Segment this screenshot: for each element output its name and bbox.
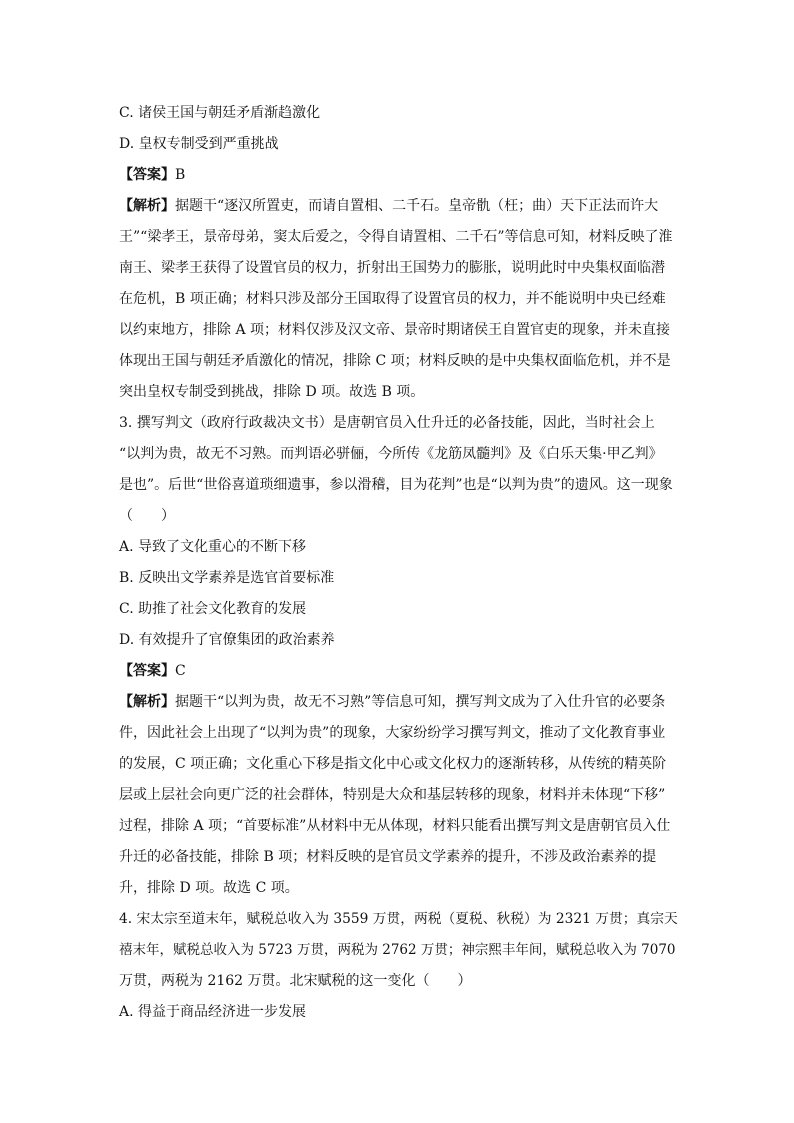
stem-line: （ ） bbox=[119, 508, 175, 524]
analysis-line: 王”“梁孝王，景帝母弟，窦太后爱之，令得自请置相、二千石”等信息可知，材料反映了淮 bbox=[119, 229, 673, 245]
analysis-line: 南王、梁孝王获得了设置官员的权力，折射出王国势力的膨胀，说明此时中央集权面临潜 bbox=[119, 260, 665, 276]
q3-analysis bbox=[119, 687, 679, 904]
q3-option-c: C. 助推了社会文化教育的发展 bbox=[119, 601, 307, 617]
analysis-line: 层或上层社会向更广泛的社会群体，特别是大众和基层转移的现象，材料并未体现“下移” bbox=[119, 787, 666, 803]
q3-answer bbox=[119, 656, 679, 687]
answer-tag: 【答案】 bbox=[119, 167, 175, 183]
q2-analysis bbox=[119, 191, 679, 408]
q3-option-a: A. 导致了文化重心的不断下移 bbox=[119, 539, 307, 555]
q2-option-c: C. 诸侯王国与朝廷矛盾渐趋激化 bbox=[119, 105, 321, 121]
analysis-tag: 【解析】 bbox=[119, 198, 175, 214]
analysis-line: 体现出王国与朝廷矛盾激化的情况，排除 C 项；材料反映的是中央集权面临危机，并不是 bbox=[119, 353, 671, 369]
stem-line: “以判为贵，故无不习熟。而判语必骈俪，今所传《龙筋凤髓判》及《白乐天集·甲乙判》 bbox=[119, 446, 663, 462]
q4-option-a: A. 得益于商品经济进一步发展 bbox=[119, 1004, 307, 1020]
q2-answer bbox=[119, 160, 679, 191]
analysis-line: 以约束地方，排除 A 项；材料仅涉及汉文帝、景帝时期诸侯王自置官吏的现象，并未直接 bbox=[119, 322, 671, 338]
analysis-tag: 【解析】 bbox=[119, 694, 175, 710]
analysis-line: 突出皇权专制受到挑战，排除 D 项。故选 B 项。 bbox=[119, 384, 425, 400]
analysis-line: 过程，排除 A 项；“首要标准”从材料中无从体现，材料只能看出撰写判文是唐朝官员入仕 bbox=[119, 818, 671, 834]
analysis-line: 在危机，B 项正确；材料只涉及部分王国取得了设置官员的权力，并不能说明中央已经难 bbox=[119, 291, 666, 307]
analysis-line: 的发展，C 项正确；文化重心下移是指文化中心或文化权力的逐渐转移，从传统的精英阶 bbox=[119, 756, 667, 772]
analysis-line: 升迁的必备技能，排除 B 项；材料反映的是官员文学素养的提升，不涉及政治素养的提 bbox=[119, 849, 657, 865]
answer-value: C bbox=[175, 663, 186, 679]
analysis-line: 【解析】据题干“以判为贵，故无不习熟”等信息可知，撰写判文成为了入仕升官的必要条 bbox=[119, 694, 666, 710]
answer-tag: 【答案】 bbox=[119, 663, 175, 679]
q4-stem bbox=[119, 904, 679, 997]
analysis-line: 【解析】据题干“逐汉所置吏，而请自置相、二千石。皇帝骩（枉；曲）天下正法而许大 bbox=[119, 198, 659, 214]
document-page bbox=[119, 98, 679, 1028]
q3-option-d: D. 有效提升了官僚集团的政治素养 bbox=[119, 632, 335, 648]
stem-line: 禧末年，赋税总收入为 5723 万贯，两税为 2762 万贯；神宗熙丰年间，赋税总收入为 7070 bbox=[119, 942, 676, 958]
stem-line: 万贯，两税为 2162 万贯。北宋赋税的这一变化（ ） bbox=[119, 973, 472, 989]
stem-line: 是也”。后世“世俗喜道琐细遗事，参以滑稽，目为花判”也是“以判为贵”的遗风。这一现象 bbox=[119, 477, 673, 493]
q2-option-d: D. 皇权专制受到严重挑战 bbox=[119, 136, 279, 152]
q3-stem bbox=[119, 408, 679, 532]
analysis-line: 升，排除 D 项。故选 C 项。 bbox=[119, 880, 299, 896]
q3-option-b: B. 反映出文学素养是选官首要标准 bbox=[119, 570, 335, 586]
stem-line: 4. 宋太宗至道末年，赋税总收入为 3559 万贯，两税（夏税、秋税）为 2321 万贯；真宗天 bbox=[119, 911, 678, 927]
stem-line: 3. 撰写判文（政府行政裁决文书）是唐朝官员入仕升迁的必备技能，因此，当时社会上 bbox=[119, 415, 655, 431]
answer-value: B bbox=[175, 167, 186, 183]
analysis-line: 件，因此社会上出现了“以判为贵”的现象，大家纷纷学习撰写判文，推动了文化教育事业 bbox=[119, 725, 666, 741]
